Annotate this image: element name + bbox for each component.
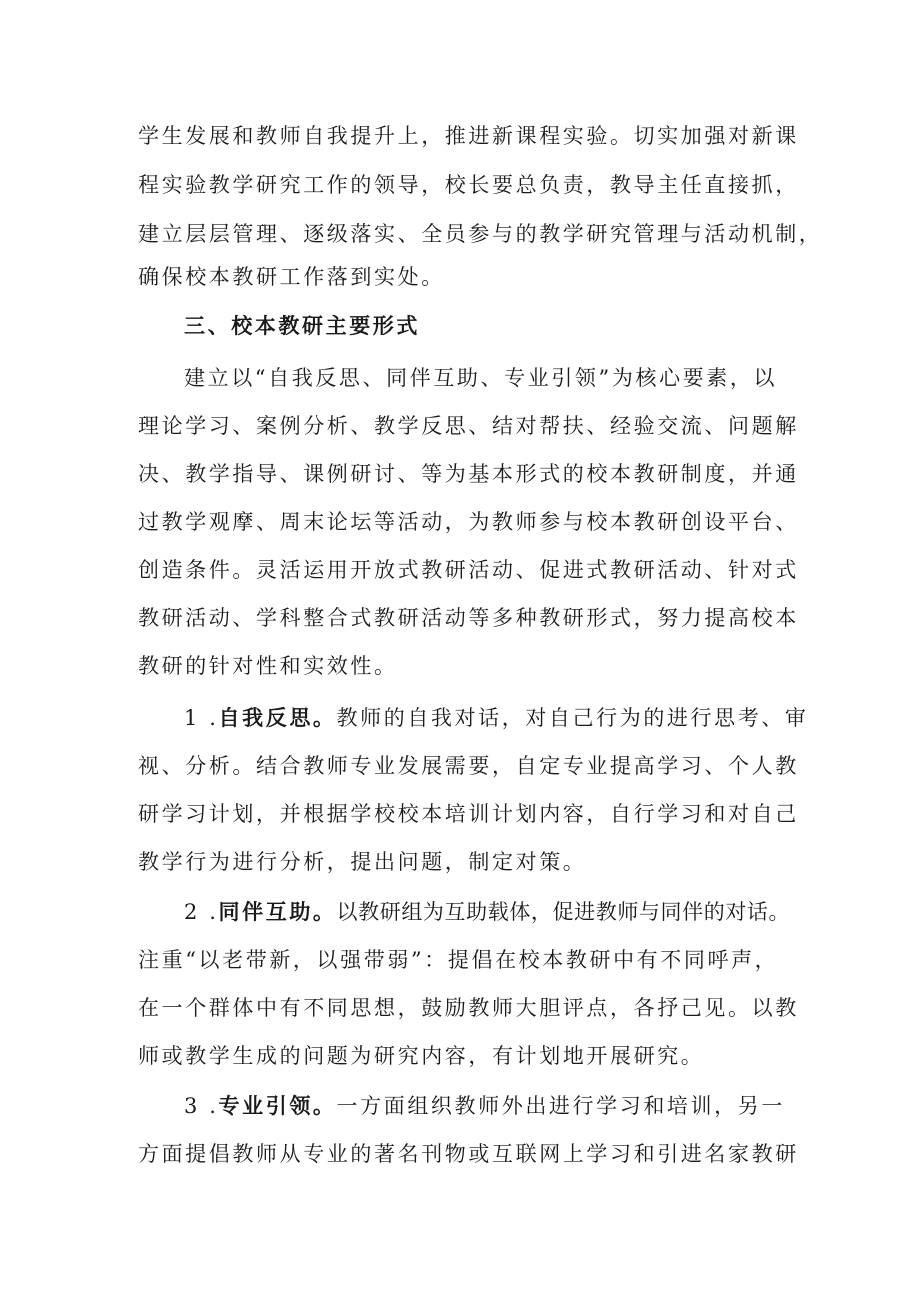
item-text: 教师的自我对话，对自己行为的进行思考、审 [336, 706, 809, 730]
text-line: 方面提倡教师从专业的著名刊物或互联网上学习和引进名家教研 [138, 1142, 799, 1166]
section-heading: 三、校本教研主要形式 [184, 314, 420, 338]
text-line: 在一个群体中有不同思想，鼓励教师大胆评点，各抒己见。以教 [138, 996, 799, 1020]
item-title: 自我反思。 [218, 706, 337, 730]
text-line: 师或教学生成的问题为研究内容，有计划地开展研究。 [138, 1044, 705, 1068]
text-line: 理论学习、案例分析、教学反思、结对帮扶、经验交流、问题解 [138, 414, 799, 438]
item-number: 3 . [184, 1094, 219, 1118]
text-line: 建立以“自我反思、同伴互助、专业引领”为核心要素，以 [184, 366, 778, 390]
text-line: 建立层层管理、逐级落实、全员参与的教学研究管理与活动机制， [138, 222, 823, 246]
text-line: 确保校本教研工作落到实处。 [138, 265, 445, 289]
text-line: 研学习计划，并根据学校校本培训计划内容，自行学习和对自己 [138, 802, 799, 826]
item-title: 同伴互助。 [218, 900, 337, 924]
text-line: 决、教学指导、课例研讨、等为基本形式的校本教研制度，并通 [138, 462, 799, 486]
item-number: 1 . [184, 706, 219, 730]
text-line: 视、分析。结合教师专业发展需要，自定专业提高学习、个人教 [138, 754, 799, 778]
text-line: 创造条件。灵活运用开放式教研活动、促进式教研活动、针对式 [138, 558, 799, 582]
item-number: 2 . [184, 900, 219, 924]
item-text: 一方面组织教师外出进行学习和培训，另一 [336, 1094, 785, 1118]
list-item-first-line [184, 900, 790, 924]
list-item-first-line [184, 706, 809, 730]
text-line: 注重“以老带新，以强带弱”：提倡在校本教研中有不同呼声， [138, 948, 779, 972]
text-line: 程实验教学研究工作的领导，校长要总负责，教导主任直接抓， [138, 173, 799, 197]
list-item-first-line [184, 1094, 785, 1118]
text-line: 教研活动、学科整合式教研活动等多种教研形式，努力提高校本 [138, 606, 799, 630]
text-line: 教学行为进行分析，提出问题，制定对策。 [138, 850, 587, 874]
text-line: 学生发展和教师自我提升上，推进新课程实验。切实加强对新课 [138, 124, 799, 148]
item-text: 以教研组为互助载体，促进教师与同伴的对话。 [336, 900, 791, 924]
text-line: 教研的针对性和实效性。 [138, 654, 398, 678]
item-title: 专业引领。 [218, 1094, 337, 1118]
text-line: 过教学观摩、周末论坛等活动，为教师参与校本教研创设平台、 [138, 510, 799, 534]
